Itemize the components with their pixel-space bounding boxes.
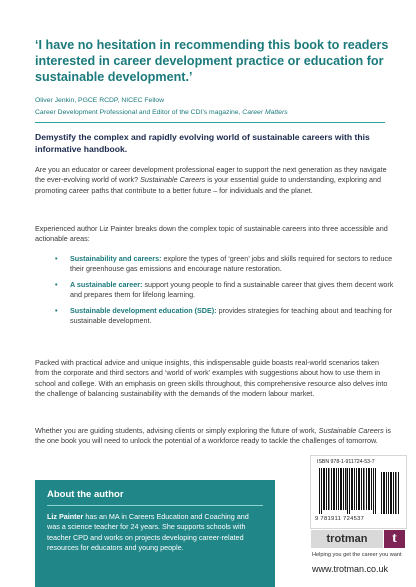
barcode-icon — [319, 468, 377, 514]
endorser-role-text: Career Development Professional and Editor of the CDI’s magazine, — [35, 109, 241, 116]
list-item-text: explore the types of ‘green’ jobs and skills required for sectors to reduce their greenhouse gas emissions and encourage nature restoration. — [70, 254, 393, 274]
list-item-text: provides strategies for teaching about and teaching for sustainable development. — [70, 306, 392, 326]
about-author-heading: About the author — [47, 489, 124, 500]
author-name: Liz Painter — [47, 512, 84, 521]
closing-end: is the one book you will need to unlock the potential of a workforce ready to tackle the challenges of tomorrow. — [35, 426, 391, 446]
endorser-name: Oliver Jenkin, PGCE RCDP, NICEC Fellow — [35, 97, 165, 104]
areas-paragraph: Experienced author Liz Painter breaks down the complex topic of sustainable careers into three accessible and actionable areas: — [35, 224, 388, 244]
isbn-label: ISBN 978-1-911724-53-7 — [317, 459, 375, 465]
endorser-role — [35, 107, 395, 119]
bullet-icon: • — [55, 254, 58, 263]
list-item-text: support young people to find a sustainable career that gives them decent work and prepares them for lifelong learning. — [70, 280, 394, 300]
addon-barcode-icon — [381, 468, 401, 514]
list-item — [55, 280, 395, 301]
bullet-icon: • — [55, 280, 58, 290]
bullet-icon: • — [55, 306, 58, 316]
book-title-inline: Sustainable Careers — [318, 426, 384, 435]
logo-mark: t — [384, 530, 405, 548]
intro-paragraph — [35, 165, 393, 196]
intro-end: is your essential guide to understanding, exploring and promoting career paths that contribute to a better future – for individuals and the planet. — [35, 175, 382, 195]
list-item — [55, 254, 395, 275]
areas-list — [55, 254, 395, 332]
magazine-title: Career Matters — [242, 109, 288, 116]
list-item-term: Sustainability and careers: — [70, 254, 162, 263]
list-item — [55, 306, 395, 327]
list-item-term: A sustainable career: — [70, 280, 143, 290]
section-divider — [35, 122, 385, 123]
publisher-website-link[interactable]: www.trotman.co.uk — [312, 564, 389, 574]
barcode-panel — [310, 455, 407, 529]
author-bio — [47, 512, 263, 553]
lead-statement: Demystify the complex and rapidly evolving world of sustainable careers with this informative handbook. — [35, 132, 370, 154]
closing-start: Whether you are guiding students, advising clients or simply exploring the future of work, — [35, 426, 317, 435]
author-divider — [47, 505, 263, 506]
book-title-inline: Sustainable Careers — [140, 175, 206, 185]
intro-start: Are you an educator or career development professional eager to support the next generation as they navigate the ever-evolving world of work? — [35, 165, 387, 185]
barcode-digits: 9 781911 724537 — [315, 516, 365, 522]
endorsement-attribution — [35, 95, 395, 119]
author-bio-text: has an MA in Careers Education and Coaching and was a science teacher for 24 years. She supports schools with teacher CPD and works on projects developing career-related resources for educators and young people. — [47, 512, 249, 552]
closing-paragraph — [35, 426, 393, 447]
list-item-term: Sustainable development education (SDE): — [70, 306, 217, 316]
publisher-tagline: Helping you get the career you want — [312, 552, 402, 558]
about-author-panel — [35, 480, 275, 587]
features-paragraph: Packed with practical advice and unique insights, this indispensable guide boasts real-world scenarios taken from the corporate and third sectors and ‘world of work’ examples with suggestions about how to use them in school and college. With an emphasis on green skills throughout, this comprehensive resource also delves into the challenge of balancing sustainability with the demands of the modern labour market. — [35, 358, 388, 398]
publisher-logo — [311, 530, 405, 548]
endorsement-quote: ‘I have no hesitation in recommending this book to readers interested in career development practice or education for sustainable development.’ — [35, 38, 389, 84]
logo-wordmark: trotman — [311, 530, 383, 548]
